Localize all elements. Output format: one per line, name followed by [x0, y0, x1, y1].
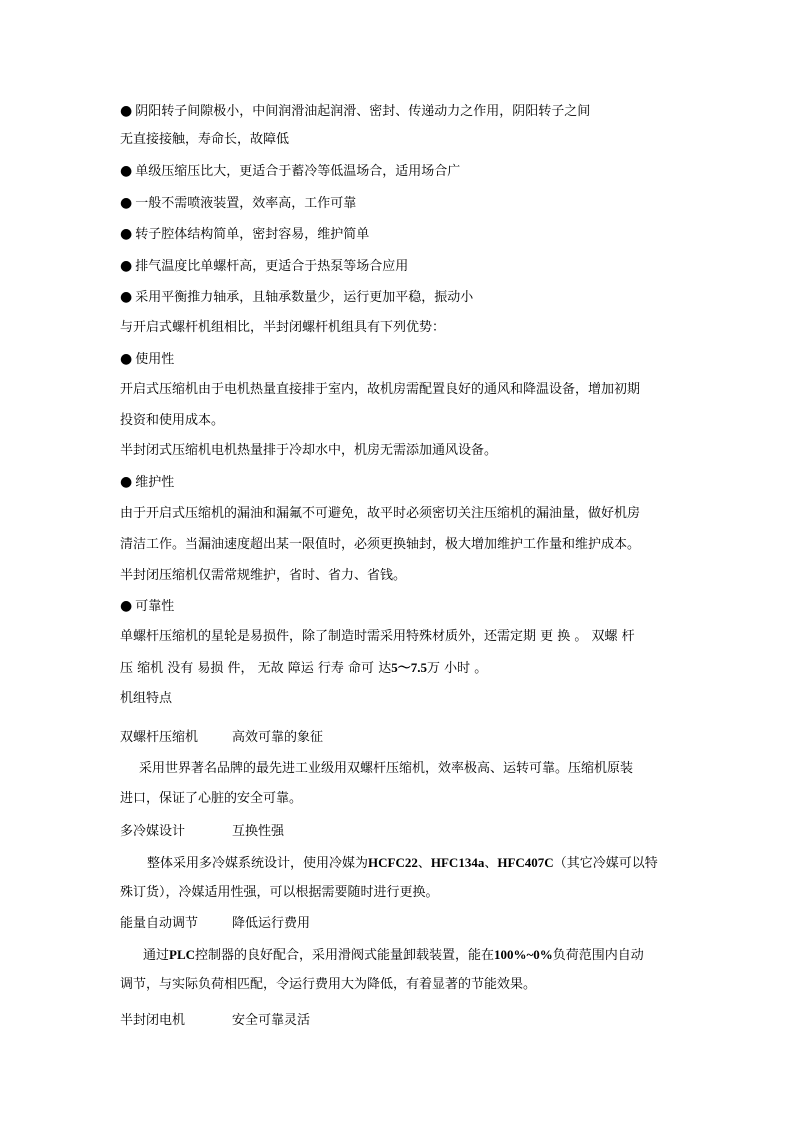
- reliability-line2-text: 压 缩机 没有 易损 件， 无故 障运 行寿 命可 达: [120, 661, 392, 676]
- refrigerant-note: （其它冷媒可以特: [553, 856, 658, 871]
- refrigerant-hcfc22: HCFC22: [368, 855, 418, 870]
- reliability-line2-unit: 万 小时 。: [426, 661, 488, 676]
- feature-twin-screw-line2: 进口，保证了心脏的安全可靠。: [120, 791, 303, 806]
- feature-capacity-control-line1: [143, 947, 644, 964]
- usability-para1-line1: 开启式压缩机由于电机热量直接排于室内，故机房需配置良好的通风和降温设备，增加初期: [120, 382, 641, 397]
- load-range: 100%~0%: [494, 947, 553, 962]
- feature-semi-hermetic-subtitle: 安全可靠灵活: [232, 1013, 311, 1028]
- feature-multi-refrigerant-subtitle: 互换性强: [232, 824, 285, 839]
- features-title: 机组特点: [120, 691, 173, 706]
- feature-semi-hermetic-heading: [120, 1013, 310, 1029]
- feature-twin-screw-heading: [120, 730, 323, 746]
- feature-multi-refrigerant-line2: 殊订货），冷媒适用性强，可以根据需要随时进行更换。: [120, 885, 439, 900]
- feature-capacity-control-heading: [120, 916, 310, 932]
- usability-para2: 半封闭式压缩机电机热量排于冷却水中，机房无需添加通风设备。: [120, 443, 498, 458]
- maintainability-line1: 由于开启式压缩机的漏油和漏氟不可避免，故平时必须密切关注压缩机的漏油量，做好机房: [120, 506, 641, 521]
- maintainability-line2: 清洁工作。当漏油速度超出某一限值时，必须更换轴封，极大增加维护工作量和维护成本。: [120, 537, 641, 552]
- feature-capacity-control-subtitle: 降低运行费用: [232, 916, 311, 931]
- bullet-rotor-clearance-cont: 无直接接触，寿命长，故障低: [120, 132, 290, 147]
- plc-label: PLC: [169, 947, 196, 962]
- heading-reliability: ● 可靠性: [120, 598, 174, 615]
- feature-twin-screw-subtitle: 高效可靠的象征: [232, 730, 324, 745]
- refrigerant-hfc407c: HFC407C: [497, 855, 554, 870]
- feature-multi-refrigerant-title: 多冷媒设计: [120, 824, 186, 839]
- capacity-middle: 控制器的良好配合，采用滑阀式能量卸载装置，能在: [195, 948, 495, 963]
- refrigerant-intro: 整体采用多冷媒系统设计，使用冷媒为: [147, 856, 369, 871]
- feature-capacity-control-line2: 调节，与实际负荷相匹配，令运行费用大为降低，有着显著的节能效果。: [120, 977, 537, 992]
- feature-twin-screw-line1: 采用世界著名品牌的最先进工业级用双螺杆压缩机，效率极高、运转可靠。压缩机原装: [139, 761, 634, 776]
- usability-para1-line2: 投资和使用成本。: [120, 413, 225, 428]
- heading-usability: ● 使用性: [120, 351, 174, 368]
- bullet-thrust-bearing: ● 采用平衡推力轴承，且轴承数量少，运行更加平稳，振动小: [120, 289, 473, 306]
- capacity-intro: 通过: [143, 948, 170, 963]
- refrigerant-hfc134a: HFC134a: [430, 855, 485, 870]
- bullet-compression-ratio: ● 单级压缩压比大，更适合于蓄冷等低温场合，适用场合广: [120, 163, 460, 180]
- feature-semi-hermetic-title: 半封闭电机: [120, 1013, 186, 1028]
- reliability-line1: 单螺杆压缩机的星轮是易损件，除了制造时需采用特殊材质外，还需定期 更 换 。 双螺 杆: [120, 629, 635, 644]
- feature-twin-screw-title: 双螺杆压缩机: [120, 730, 199, 745]
- reliability-line2: [120, 660, 487, 677]
- feature-multi-refrigerant-heading: [120, 824, 284, 840]
- feature-multi-refrigerant-line1: 整体采用多冷媒系统设计，使用冷媒为HCFC22、HFC134a、HFC407C（其它冷媒可以特: [147, 855, 658, 871]
- heading-maintainability: ● 维护性: [120, 474, 174, 491]
- maintainability-line3: 半封闭压缩机仅需常规维护，省时、省力、省钱。: [120, 568, 407, 583]
- compare-intro: 与开启式螺杆机组相比，半封闭螺杆机组具有下列优势：: [120, 320, 446, 335]
- capacity-end: 负荷范围内自动: [552, 948, 644, 963]
- lifetime-range: 5～7.5: [391, 660, 427, 675]
- bullet-no-injection: ● 一般不需喷液装置，效率高，工作可靠: [120, 195, 356, 212]
- bullet-discharge-temp: ● 排气温度比单螺杆高，更适合于热泵等场合应用: [120, 258, 408, 275]
- bullet-rotor-clearance: ● 阴阳转子间隙极小，中间润滑油起润滑、密封、传递动力之作用，阴阳转子之间: [120, 103, 590, 120]
- bullet-simple-structure: ● 转子腔体结构简单，密封容易，维护简单: [120, 226, 369, 243]
- feature-capacity-control-title: 能量自动调节: [120, 916, 199, 931]
